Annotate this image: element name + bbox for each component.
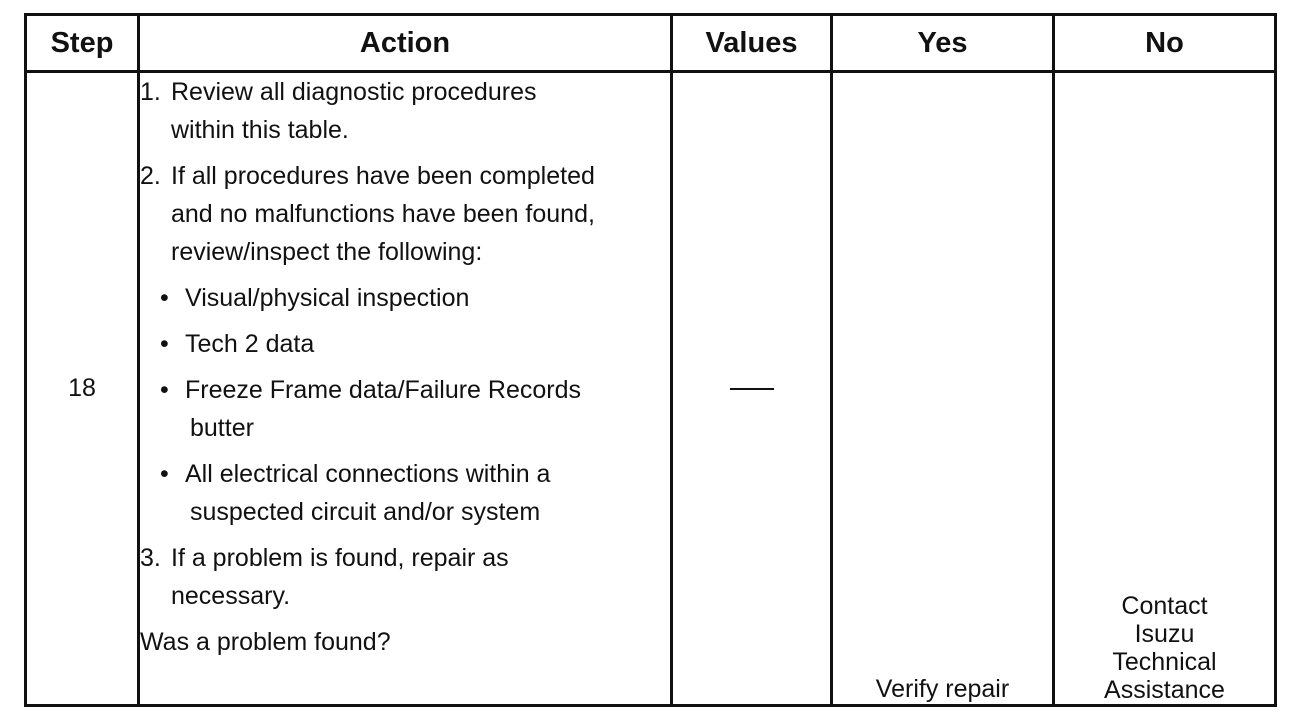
action-item-2-line-2: and no malfunctions have been found, [171, 200, 595, 228]
table-row [26, 72, 1276, 706]
inspect-item-tech2 [140, 325, 670, 363]
action-question: Was a problem found? [140, 628, 391, 656]
action-item-1-line-1: Review all diagnostic procedures [171, 78, 537, 106]
action-item-2-line-1: If all procedures have been completed [171, 162, 595, 190]
inspect-item-freeze-frame-line-1: Freeze Frame data/Failure Records [185, 376, 581, 404]
no-line-2: Isuzu [1134, 620, 1195, 648]
header-yes: Yes [832, 15, 1054, 72]
action-item-1-line-2: within this table. [171, 116, 349, 144]
action-item-1 [140, 73, 670, 149]
diagnostic-table [24, 13, 1277, 707]
no-cell [1054, 72, 1276, 706]
inspect-item-tech2-text: Tech 2 data [185, 330, 315, 358]
action-item-1-number: 1. [140, 78, 161, 106]
action-item-3 [140, 539, 670, 615]
inspect-item-visual [140, 279, 670, 317]
values-cell [672, 72, 832, 706]
values-dash [730, 388, 774, 390]
header-step: Step [26, 15, 139, 72]
yes-cell: Verify repair [832, 72, 1054, 706]
action-item-2 [140, 157, 670, 271]
header-values: Values [672, 15, 832, 72]
inspect-item-freeze-frame-line-2: butter [190, 414, 254, 442]
action-item-2-number: 2. [140, 162, 161, 190]
step-number: 18 [26, 72, 139, 706]
inspect-item-electrical [140, 455, 670, 531]
inspect-item-freeze-frame [140, 371, 670, 447]
bullet-icon: • [160, 284, 169, 312]
table-header-row [26, 15, 1276, 72]
bullet-icon: • [160, 330, 169, 358]
action-item-3-line-1: If a problem is found, repair as [171, 544, 509, 572]
inspect-item-electrical-line-2: suspected circuit and/or system [190, 498, 541, 526]
bullet-icon: • [160, 460, 169, 488]
action-item-2-line-3: review/inspect the following: [171, 238, 483, 266]
no-line-3: Technical [1112, 648, 1217, 676]
no-line-1: Contact [1121, 592, 1208, 620]
bullet-icon: • [160, 376, 169, 404]
no-line-4: Assistance [1104, 676, 1225, 704]
inspect-item-visual-text: Visual/physical inspection [185, 284, 470, 312]
inspect-item-electrical-line-1: All electrical connections within a [185, 460, 551, 488]
header-no: No [1054, 15, 1276, 72]
action-item-3-number: 3. [140, 544, 161, 572]
action-item-3-line-2: necessary. [171, 582, 291, 610]
action-cell [139, 72, 672, 706]
header-action: Action [139, 15, 672, 72]
